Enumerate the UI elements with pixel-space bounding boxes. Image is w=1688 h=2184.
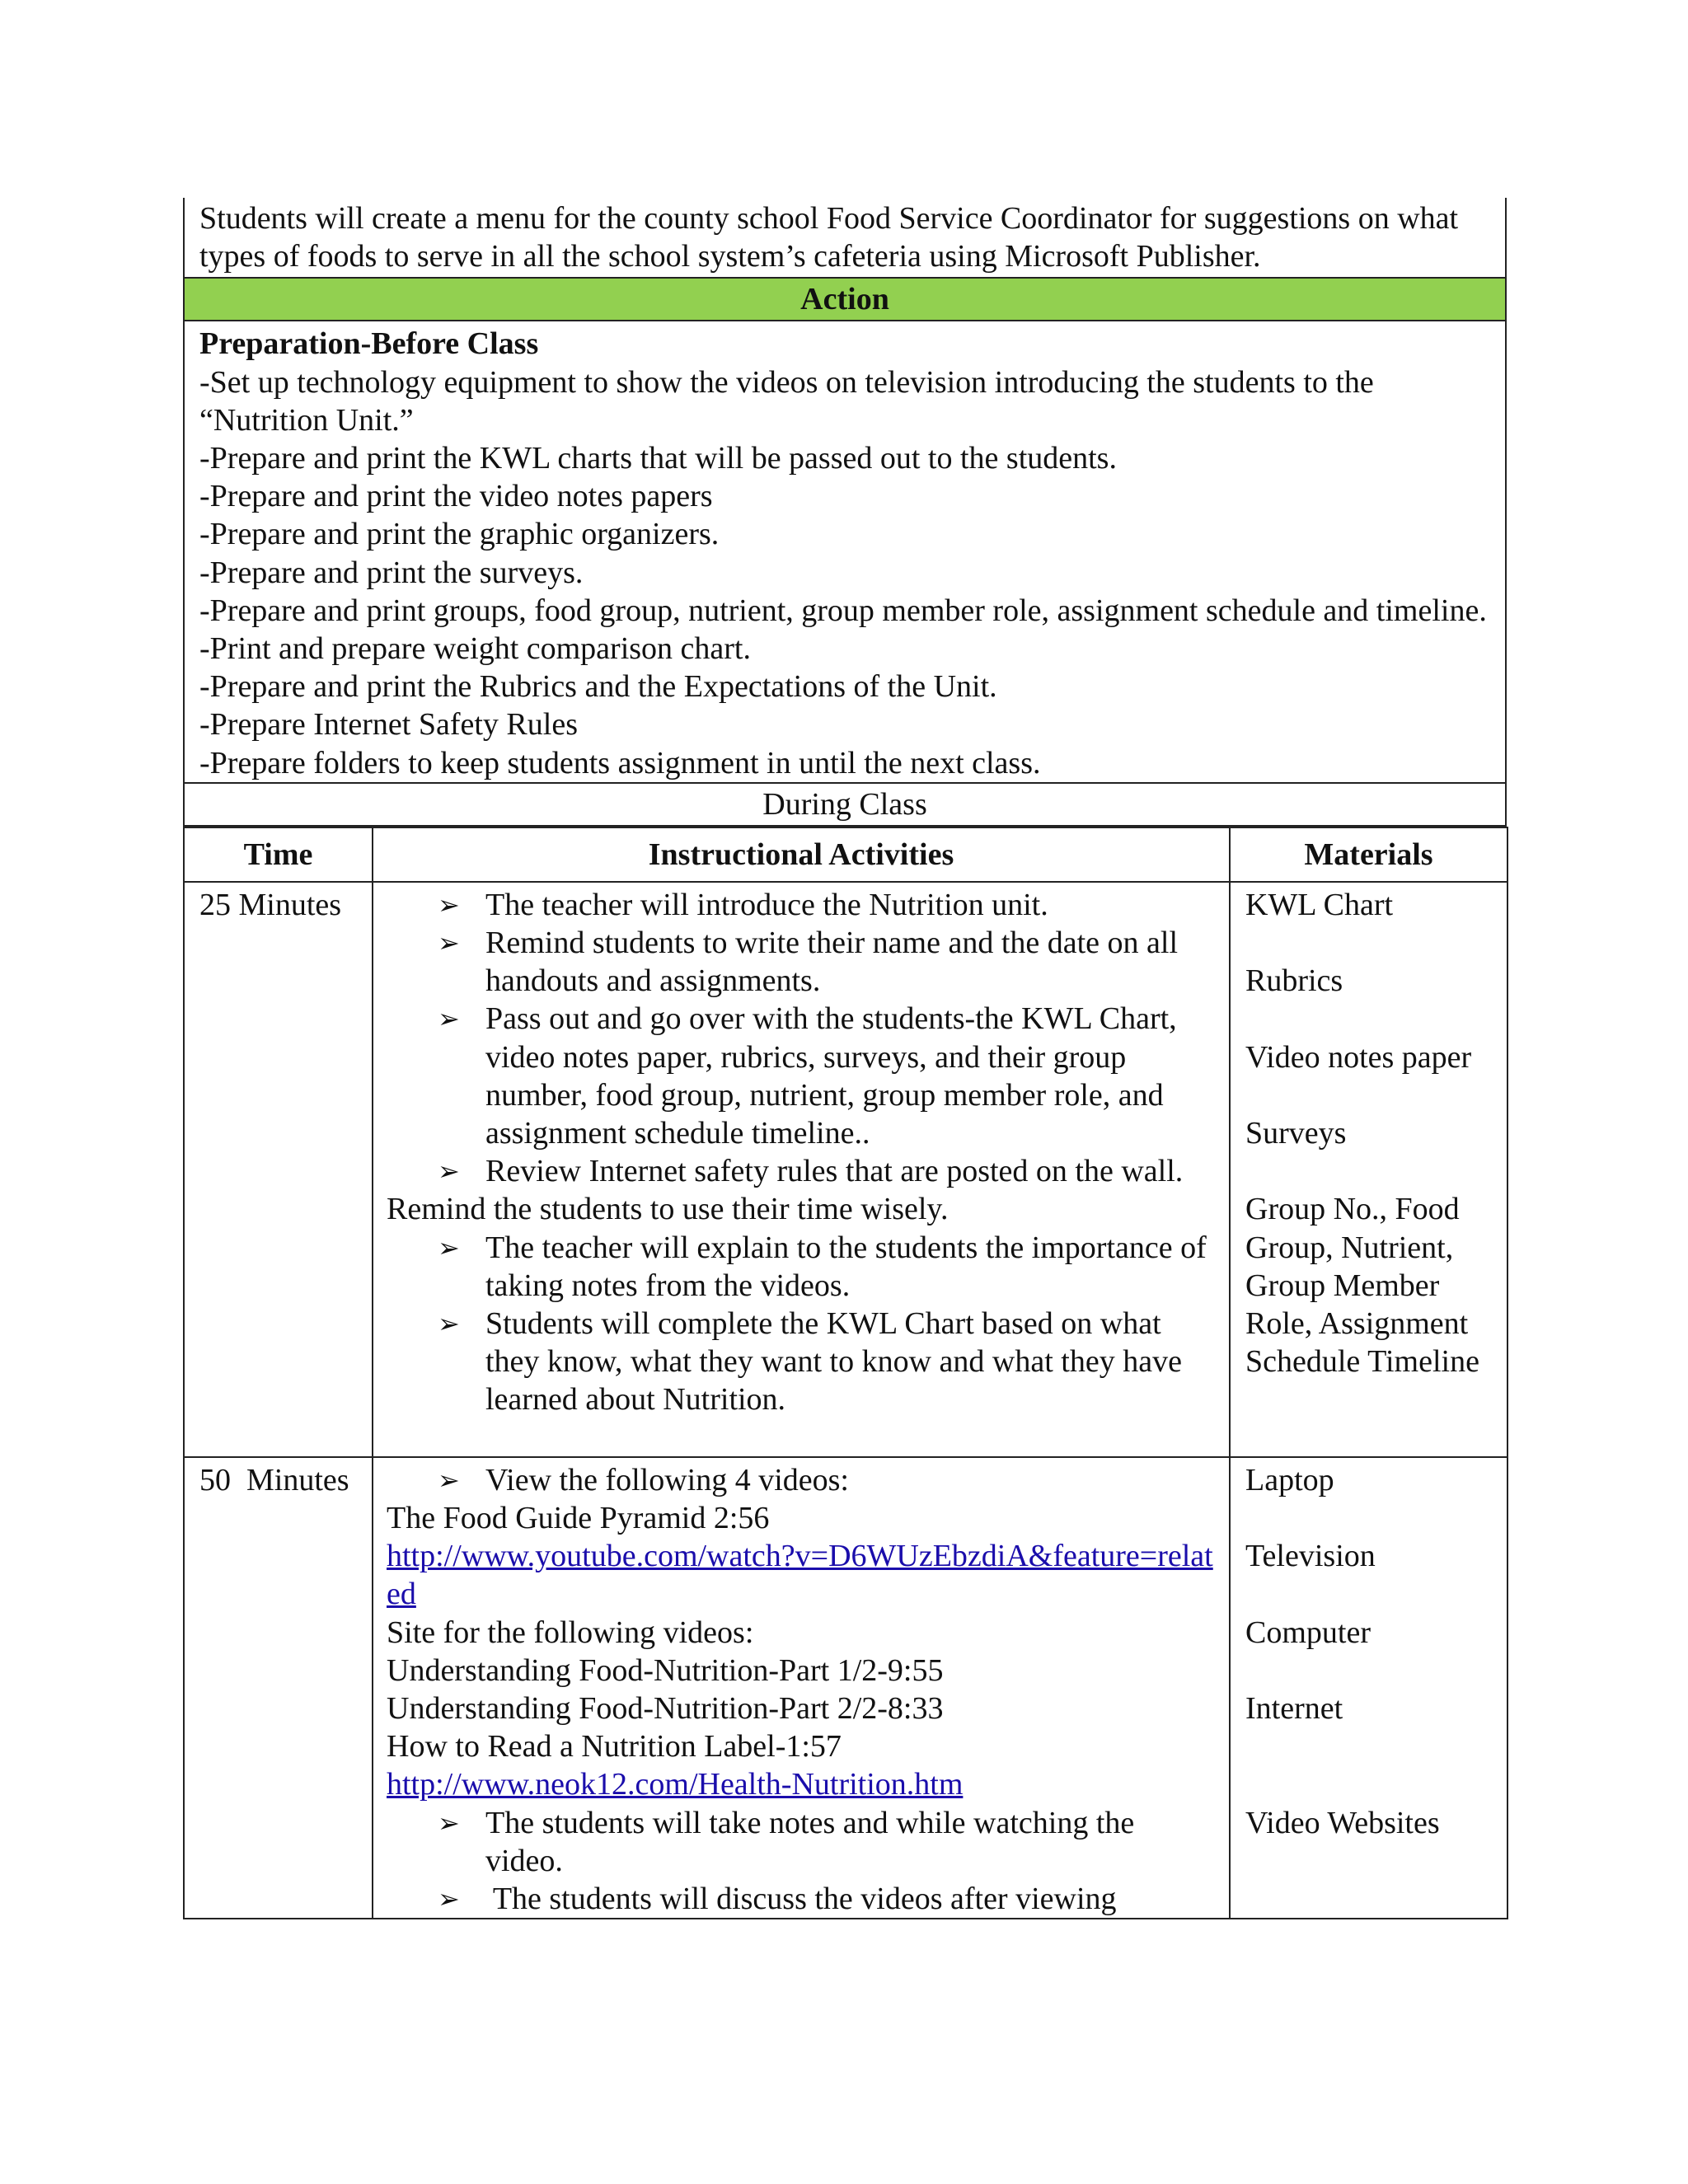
table-row <box>184 1457 1507 1919</box>
material-item: Surveys <box>1245 1116 1347 1151</box>
material-item: Video notes paper <box>1245 1039 1472 1075</box>
list-item: ➢ Pass out and go over with the students-the KWL Chart, video notes paper, rubrics, surveys, and their group number, food group, nutrient, group member role, and assignment schedule timeline.. <box>387 1000 1217 1152</box>
material-item: Rubrics <box>1245 963 1343 999</box>
material-item: KWL Chart <box>1245 887 1394 922</box>
intro-text: Students will create a menu for the county school Food Service Coordinator for suggestions on what types of foods to serve in all the school system’s cafeteria using Microsoft Publisher. <box>199 201 1459 274</box>
arrow-bullet-icon: ➢ <box>438 1464 460 1496</box>
prep-item: -Prepare folders to keep students assignment in until the next class. <box>199 745 1041 780</box>
list-item: ➢ The teacher will introduce the Nutrition unit. <box>387 886 1217 924</box>
neok12-link[interactable]: http://www.neok12.com/Health-Nutrition.htm <box>387 1767 964 1802</box>
materials-header: Materials <box>1230 827 1507 882</box>
during-class-header: During Class <box>183 784 1507 827</box>
site-label: Site for the following videos: <box>387 1615 754 1650</box>
prep-item: -Prepare and print groups, food group, nutrient, group member role, assignment schedule and timeline. <box>199 593 1487 628</box>
table-header-row <box>184 827 1507 882</box>
arrow-bullet-icon: ➢ <box>438 1883 460 1915</box>
prep-item: -Prepare and print the KWL charts that will be passed out to the students. <box>199 441 1117 476</box>
preparation-heading: Preparation-Before Class <box>199 326 539 362</box>
list-item: ➢ The students will discuss the videos after viewing <box>387 1880 1217 1918</box>
arrow-bullet-icon: ➢ <box>438 1155 460 1188</box>
prep-item: -Prepare and print the Rubrics and the Expectations of the Unit. <box>199 669 997 705</box>
arrow-bullet-icon: ➢ <box>438 1308 460 1340</box>
activities-cell <box>373 1457 1230 1919</box>
materials-cell <box>1230 882 1507 1457</box>
time-header: Time <box>184 827 373 882</box>
table-row <box>184 882 1507 1457</box>
material-item: Internet <box>1245 1691 1343 1727</box>
list-item: ➢ Students will complete the KWL Chart based on what they know, what they want to know and what they have learned about Nutrition. <box>387 1305 1217 1419</box>
video-title: The Food Guide Pyramid 2:56 <box>387 1501 770 1536</box>
arrow-bullet-icon: ➢ <box>438 888 460 921</box>
list-item: ➢ The teacher will explain to the students the importance of taking notes from the videos. <box>387 1229 1217 1305</box>
materials-cell <box>1230 1457 1507 1919</box>
prep-item: -Prepare Internet Safety Rules <box>199 707 578 743</box>
activities-table <box>183 827 1508 1919</box>
video-title: Understanding Food-Nutrition-Part 2/2-8:33 <box>387 1691 944 1727</box>
lesson-plan-page <box>183 198 1507 1919</box>
video-title: How to Read a Nutrition Label-1:57 <box>387 1729 842 1765</box>
prep-item: -Prepare and print the surveys. <box>199 555 584 590</box>
arrow-bullet-icon: ➢ <box>438 927 460 959</box>
prep-item: -Prepare and print the graphic organizers. <box>199 517 720 552</box>
material-item: Television <box>1245 1539 1376 1574</box>
material-item: Laptop <box>1245 1462 1334 1497</box>
time-cell: 25 Minutes <box>184 882 373 1457</box>
prep-item: -Set up technology equipment to show the videos on television introducing the students to the “Nutrition Unit.” <box>199 364 1374 438</box>
arrow-bullet-icon: ➢ <box>438 1003 460 1035</box>
prep-item: -Print and prepare weight comparison chart. <box>199 631 751 667</box>
arrow-bullet-icon: ➢ <box>438 1231 460 1263</box>
video-title: Understanding Food-Nutrition-Part 1/2-9:55 <box>387 1652 944 1688</box>
material-item: Group No., Food Group, Nutrient, Group Member Role, Assignment Schedule Timeline <box>1245 1192 1479 1380</box>
activities-cell <box>373 882 1230 1457</box>
list-item: ➢ Review Internet safety rules that are posted on the wall. <box>387 1152 1217 1190</box>
arrow-bullet-icon: ➢ <box>438 1807 460 1839</box>
plain-note: Remind the students to use their time wisely. <box>387 1192 949 1227</box>
list-item: ➢ View the following 4 videos: <box>387 1461 1217 1499</box>
preparation-section <box>183 321 1507 783</box>
time-cell: 50 Minutes <box>184 1457 373 1919</box>
youtube-link[interactable]: http://www.youtube.com/watch?v=D6WUzEbzdiA&feature=related <box>387 1539 1213 1612</box>
list-item: ➢ Remind students to write their name and the date on all handouts and assignments. <box>387 924 1217 1000</box>
activities-header: Instructional Activities <box>373 827 1230 882</box>
prep-item: -Prepare and print the video notes papers <box>199 479 713 514</box>
action-header: Action <box>183 279 1507 321</box>
material-item: Computer <box>1245 1615 1371 1650</box>
material-item: Video Websites <box>1245 1805 1440 1840</box>
intro-cell <box>183 198 1507 279</box>
list-item: ➢ The students will take notes and while watching the video. <box>387 1804 1217 1880</box>
